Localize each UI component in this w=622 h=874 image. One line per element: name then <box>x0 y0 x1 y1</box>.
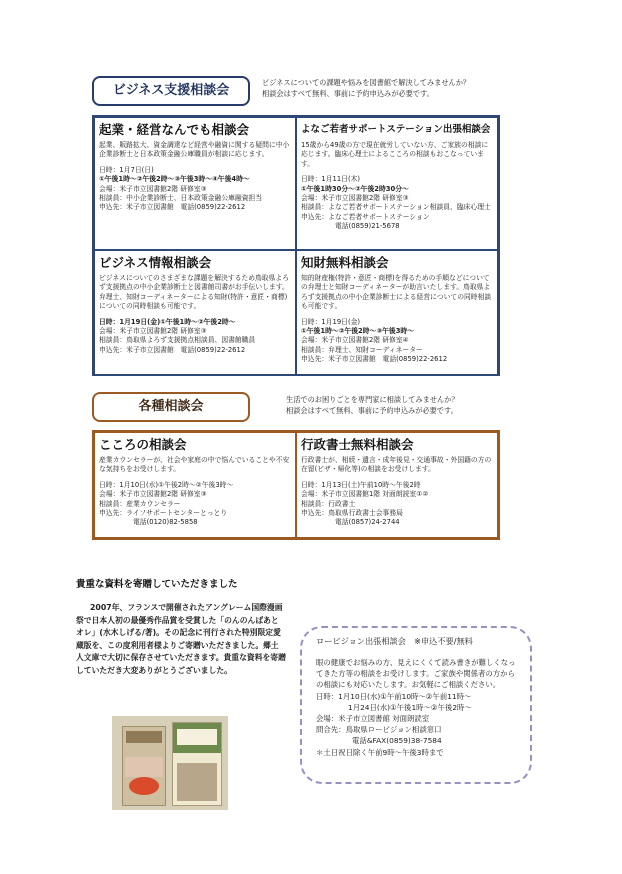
detail-line: 会場：米子市立図書館 対面朗読室 <box>316 714 430 724</box>
detail-line: 日時：1月19日(金)①午後1時～②午後2時～ <box>99 317 236 326</box>
consultation-card <box>297 251 497 374</box>
detail-line: 電話&FAX(0859)38-7584 <box>352 736 442 746</box>
detail-line: 日時：1月10日(水)①午後2時～②午後3時～ <box>99 480 234 489</box>
business-consultation-grid <box>92 115 500 376</box>
consultation-card <box>95 251 295 374</box>
card-details <box>301 175 493 231</box>
detail-line: 電話(0859)21-5678 <box>335 222 400 231</box>
detail-line: ＊土日祝日除く午前9時～午後3時まで <box>316 747 444 757</box>
detail-line: 電話(0120)82-5858 <box>133 518 198 527</box>
various-intro <box>286 394 459 416</box>
detail-line: 会場：米子市立図書館2階 研修室④ <box>301 336 409 345</box>
detail-line: ①午後1時30分～②午後2時30分～ <box>301 184 409 193</box>
card-description: 起業、販路拡大、資金調達など経営や融資に関する疑問に中小企業診断士と日本政策金融公庫職員が相談に応じます。 <box>99 141 290 159</box>
business-intro-line: 相談会はすべて無料、事前に予約申込みが必要です。 <box>262 89 434 98</box>
detail-line: 会場：米子市立図書館1階 対面朗読室①② <box>301 490 429 499</box>
card-title: ビジネス情報相談会 <box>99 255 212 270</box>
detail-line: 会場：米子市立図書館2階 研修室③ <box>99 327 207 336</box>
detail-line: 1月24日(水)①午後1時～②午後2時～ <box>348 702 472 712</box>
detail-line: 相談員：行政書士 <box>301 499 356 508</box>
card-details <box>99 481 291 528</box>
detail-line: ①午後1時～②午後2時～③午後3時～ <box>301 327 415 336</box>
card-details <box>99 318 291 356</box>
low-vision-title: ロービジョン出張相談会 ※申込不要/無料 <box>316 636 473 646</box>
card-title: 行政書士無料相談会 <box>301 437 414 452</box>
card-description: 15歳から49歳の方で現在就労していない方、ご家族の相談に応じます。臨床心理士によるこころの相談もおこなっています。 <box>301 141 489 168</box>
business-section-label: ビジネス支援相談会 <box>92 76 250 106</box>
business-intro <box>262 77 470 99</box>
card-details <box>301 318 493 365</box>
various-consultation-grid <box>92 430 500 540</box>
various-intro-line: 生活でのお困りごとを専門家に相談してみませんか？ <box>286 395 459 404</box>
card-title: よなご若者サポートステーション出張相談会 <box>301 124 491 135</box>
detail-line: 申込先：よなご若者サポートステーション <box>301 212 430 221</box>
detail-line: 申込先：米子市立図書館 電話(0859)22-2612 <box>99 203 246 212</box>
detail-line: 相談員：よなご若者サポートステーション相談員、臨床心理士 <box>301 203 491 212</box>
detail-line: ①午後1時～②午後2時～③午後3時～④午後4時～ <box>99 175 250 184</box>
various-intro-line: 相談会はすべて無料、事前に予約申込みが必要です。 <box>286 406 458 415</box>
card-description: 産業カウンセラーが、社会や家庭の中で悩んでいることや不安な気持ちをお受けします。 <box>99 456 290 474</box>
detail-line: 申込先：米子市立図書館 電話(0859)22-2612 <box>99 345 246 354</box>
card-description: 行政書士が、相続・遺言・成年後見・交通事故・外国籍の方の在留(ビザ・帰化等)の相談をお受けします。 <box>301 456 492 474</box>
card-description: 知的財産権(特許・意匠・商標)を得るための手順などについての弁理士と知財コーディネーターが助言いたします。鳥取県よろず支援拠点の中小企業診断士による経営についての同時相談も可能です。 <box>301 274 492 311</box>
donation-title: 貴重な資料を寄贈していただきました <box>76 579 238 590</box>
detail-line: 日時：1月13日(土)午前10時～午後2時 <box>301 480 421 489</box>
consultation-card <box>95 433 295 537</box>
donated-books-photo <box>112 716 228 810</box>
book-badge <box>129 777 159 795</box>
various-section-label: 各種相談会 <box>92 392 250 422</box>
consultation-card <box>297 433 497 537</box>
detail-line: 電話(0857)24-2744 <box>335 518 400 527</box>
detail-line: 会場：米子市立図書館2階 研修室③ <box>99 184 207 193</box>
consultation-card <box>95 118 295 249</box>
consultation-card <box>297 118 497 249</box>
book-cover-image <box>122 726 166 806</box>
low-vision-details <box>316 691 520 758</box>
book-illustration <box>125 757 163 777</box>
card-title: 知財無料相談会 <box>301 255 389 270</box>
detail-line: 会場：米子市立図書館2階 研修室③ <box>99 490 207 499</box>
card-title: 起業・経営なんでも相談会 <box>99 122 250 137</box>
detail-line: 申込先：米子市立図書館 電話(0859)22-2612 <box>301 355 448 364</box>
detail-line: 日時：1月10日(水)①午前10時～②午前11時～ <box>316 691 472 701</box>
detail-line: 相談員：産業カウンセラー <box>99 499 181 508</box>
detail-line: 相談員：中小企業診断士、日本政策金融公庫融資担当 <box>99 194 263 203</box>
detail-line: 日時：1月7日(日) <box>99 165 154 174</box>
card-title: こころの相談会 <box>99 437 187 452</box>
detail-line: 相談員：鳥取県よろず支援拠点相談員、図書館職員 <box>99 336 256 345</box>
business-intro-line: ビジネスについての課題や悩みを図書館で解決してみませんか？ <box>262 78 471 87</box>
card-details <box>99 166 291 213</box>
detail-line: 日時：1月11日(木) <box>301 175 361 184</box>
detail-line: 会場：米子市立図書館2階 研修室③ <box>301 194 409 203</box>
book-title-band <box>126 731 162 743</box>
low-vision-description: 眼の健康でお悩みの方、見えにくくて読み書きが難しくなってきた方等の相談をお受けします。ご家族や関係者の方からの相談にも対応いたします。お気軽にご相談ください。 <box>316 658 516 690</box>
card-details <box>301 481 493 528</box>
detail-line: 問合先：鳥取県ロービジョン相談窓口 <box>316 725 442 735</box>
detail-line: 相談員：弁理士、知財コーディネーター <box>301 345 423 354</box>
book-cover-image <box>172 722 222 806</box>
detail-line: 日時：1月19日(金) <box>301 317 361 326</box>
book-illustration <box>177 763 217 801</box>
low-vision-box <box>300 626 532 784</box>
donation-body: 2007年、フランスで開催されたアングレーム国際漫画祭で日本人初の最優秀作品賞を受賞した「のんのんばあとオレ」(水木しげる/著)。その記念に刊行された特別限定愛蔵版を、この度利用者様よりご寄贈いただきました。郷土人文庫で大切に保存させていただきます。貴重な資料を寄贈していただき大変ありがとうございました。 <box>76 603 286 675</box>
book-title-plate <box>177 729 217 745</box>
card-description: ビジネスについてのさまざまな課題を解決するため鳥取県よろず支援拠点の中小企業診断士と図書館司書がお手伝いします。弁理士、知財コーディネーターによる知財(特許・意匠・商標)についての同時相談も可能です。 <box>99 274 289 311</box>
detail-line: 申込先：鳥取県行政書士会事務局 <box>301 509 403 518</box>
detail-line: 申込先：ライフサポートセンターとっとり <box>99 509 228 518</box>
